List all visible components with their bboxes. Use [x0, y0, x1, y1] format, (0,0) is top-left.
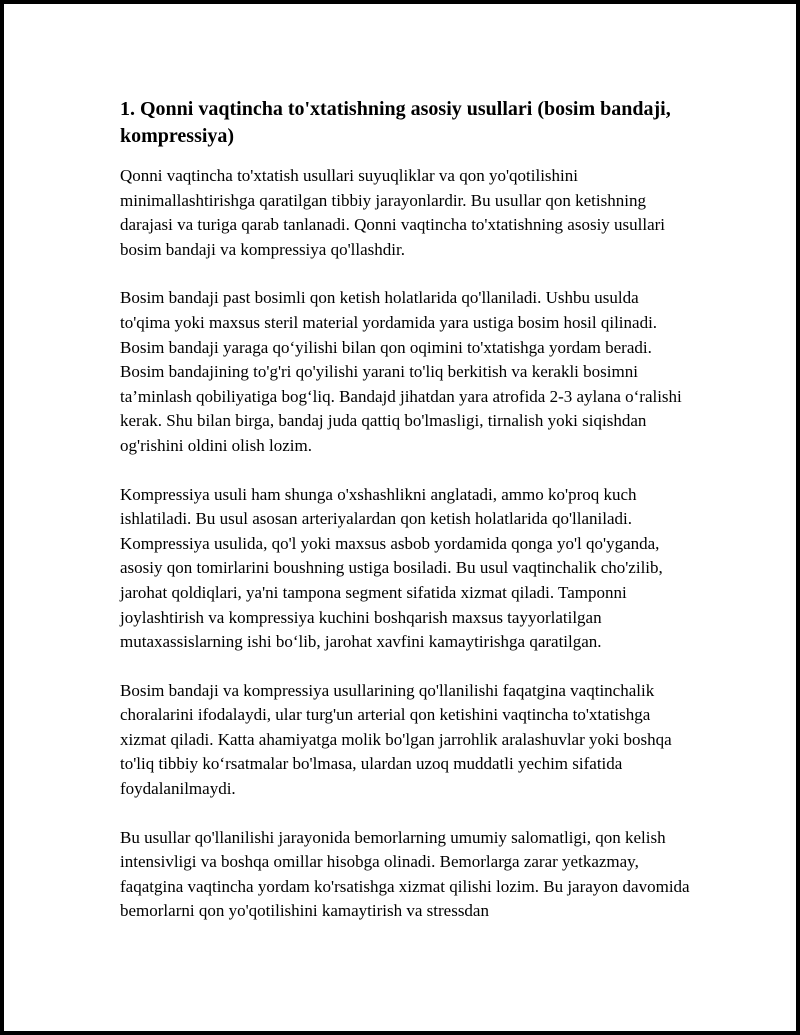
section-heading: 1. Qonni vaqtincha to'xtatishning asosiy usullari (bosim bandaji, kompressiya): [120, 98, 671, 147]
paragraph-intro: Qonni vaqtincha to'xtatish usullari suyuqliklar va qon yo'qotilishini minimallashtirishga qaratilgan tibbiy jarayonlardir. Bu usullar qon ketishning darajasi va turiga qarab tanlanadi. Qonni vaqtincha to'xtatishning asosiy usullari bosim bandaji va kompressiya qo'llashdir.: [120, 166, 666, 259]
paragraph-compression: Kompressiya usuli ham shunga o'xshashlikni anglatadi, ammo ko'proq kuch ishlatiladi. Bu usul asosan arteriyalardan qon ketish holatlarida qo'llaniladi. Kompressiya usulida, qo'l yoki maxsus asbob yordamida qonga yo'l qo'yganda, asosiy qon tomirlarini boushning ustiga bosiladi. Bu usul vaqtinchalik cho'zilib, jarohat qoldiqlari, ya'ni tampona segment sifatida xizmat qiladi. Tamponni joylashtirish va kompressiya kuchini boshqarish maxsus tayyorlatilgan mutaxassislarning ishi bo‘lib, jarohat xavfini kamaytirishga qaratilgan.: [120, 484, 663, 652]
document-body: [120, 96, 692, 948]
paragraph-pressure-bandage: Bosim bandaji past bosimli qon ketish holatlarida qo'llaniladi. Ushbu usulda to'qima yoki maxsus steril material yordamida yara ustiga bosim hosil qilinadi. Bosim bandaji yaraga qo‘yilishi bilan qon oqimini to'xtatishga yordam beradi. Bosim bandajining to'g'ri qo'yilishi yarani to'liq berkitish va kerakli bosimni ta’minlash qobiliyatiga bog‘liq. Bandajd jihatdan yara atrofida 2-3 aylana o‘ralishi kerak. Shu bilan birga, bandaj juda qattiq bo'lmasligi, tirnalish yoki siqishdan og'rishini oldini olish lozim.: [120, 288, 682, 455]
paragraph-patient-considerations: Bu usullar qo'llanilishi jarayonida bemorlarning umumiy salomatligi, qon kelish intensivligi va boshqa omillar hisobga olinadi. Bemorlarga zarar yetkazmay, faqatgina vaqtincha yordam ko'rsatishga xizmat qilishi lozim. Bu jarayon davomida bemorlarni qon yo'qotilishini kamaytirish va stressdan: [120, 827, 690, 921]
paragraph-temporary-measures: Bosim bandaji va kompressiya usullarining qo'llanilishi faqatgina vaqtinchalik choralarini ifodalaydi, ular turg'un arterial qon ketishini vaqtincha to'xtatishga xizmat qiladi. Katta ahamiyatga molik bo'lgan jarrohlik aralashuvlar yoki boshqa to'liq tibbiy ko‘rsatmalar bo'lmasa, ulardan uzoq muddatli yechim sifatida foydalanilmaydi.: [120, 680, 672, 799]
